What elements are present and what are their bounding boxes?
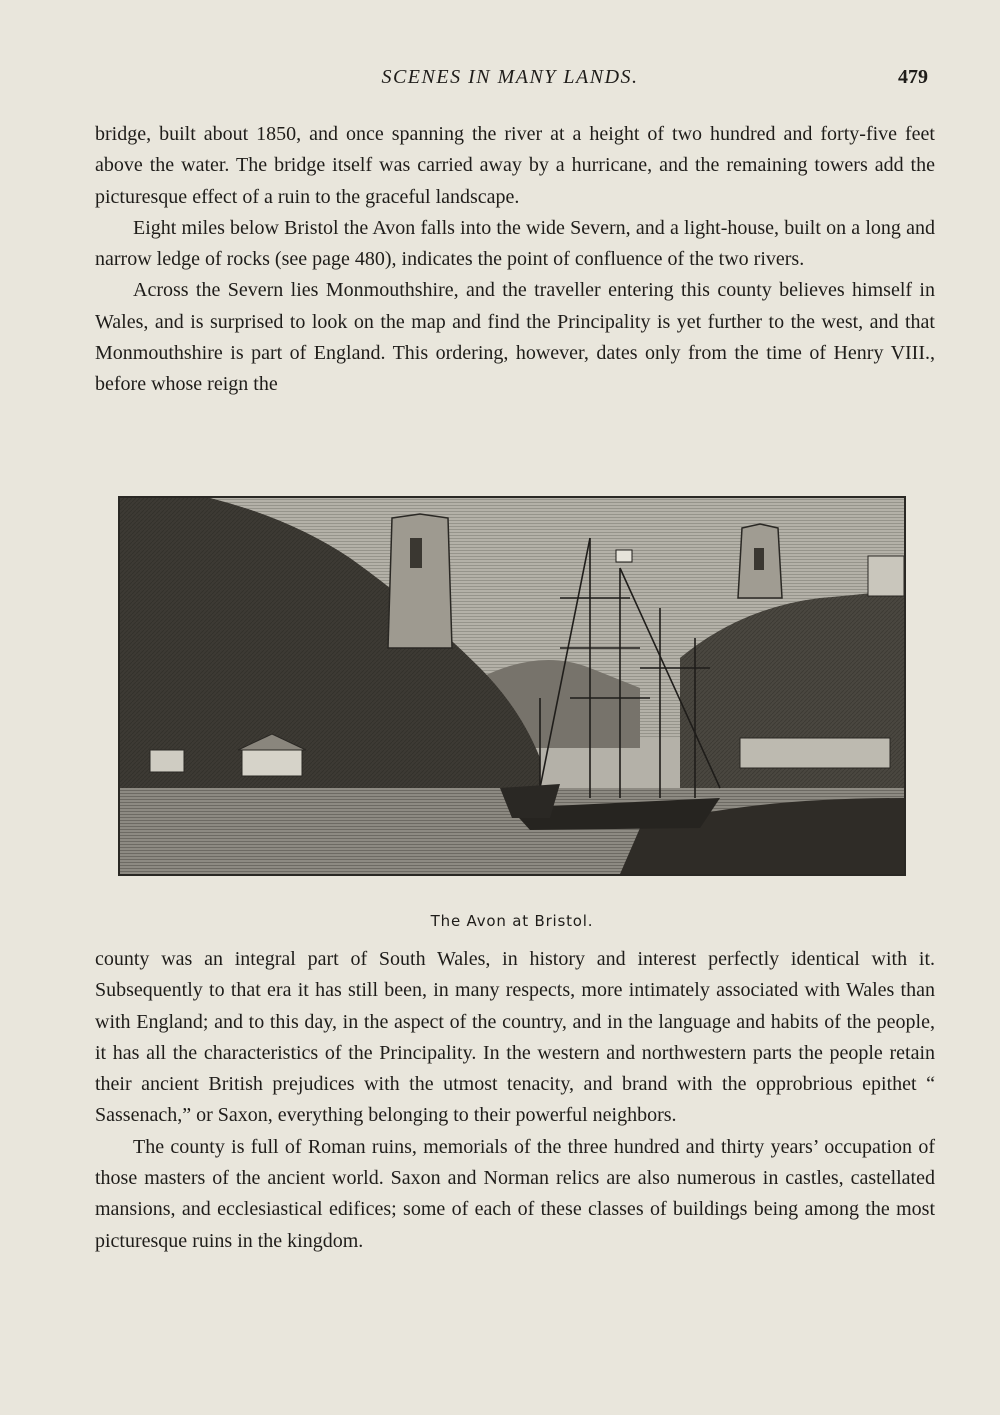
paragraph: bridge, built about 1850, and once spanning the river at a height of two hundred and forty-five feet above the water. The bridge itself was carried away by a hurricane, and the remaining towers add the picturesque effect of a ruin to the graceful landscape.	[95, 123, 935, 208]
paragraph: Eight miles below Bristol the Avon falls into the wide Severn, and a light-house, built on a long and narrow ledge of rocks (see page 480), indicates the point of confluence of the two rivers.	[95, 216, 935, 271]
text-block-bottom	[95, 944, 935, 1257]
engraving-illustration	[118, 496, 906, 876]
paragraph: The county is full of Roman ruins, memorials of the three hundred and thirty years’ occupation of those masters of the ancient world. Saxon and Norman relics are also numerous in castles, castellated mansions, and ecclesiastical edifices; some of each of these classes of buildings being among the most picturesque ruins in the kingdom.	[95, 1135, 935, 1252]
engraving-drawing	[120, 498, 904, 874]
page-number: 479	[898, 66, 928, 88]
paragraph: Across the Severn lies Monmouthshire, and the traveller entering this county believes himself in Wales, and is surprised to look on the map and find the Principality is yet further to the west, and that Monmouthshire is part of England. This ordering, however, dates only from the time of Henry VIII., before whose reign the	[95, 279, 935, 396]
paragraph: county was an integral part of South Wales, in history and interest perfectly identical with it. Subsequently to that era it has still been, in many respects, more intimately associated with Wales than with England; and to this day, in the aspect of the country, and in the language and habits of the people, it has all the characteristics of the Principality. In the western and northwestern parts the people retain their ancient British prejudices with the utmost tenacity, and brand with the opprobrious epithet “ Sassenach,” or Saxon, everything belonging to their powerful neighbors.	[95, 948, 935, 1127]
figure-caption: The Avon at Bristol.	[430, 912, 594, 930]
page-header	[0, 66, 1000, 100]
text-block-top	[95, 119, 935, 401]
running-head: SCENES IN MANY LANDS.	[381, 66, 639, 88]
